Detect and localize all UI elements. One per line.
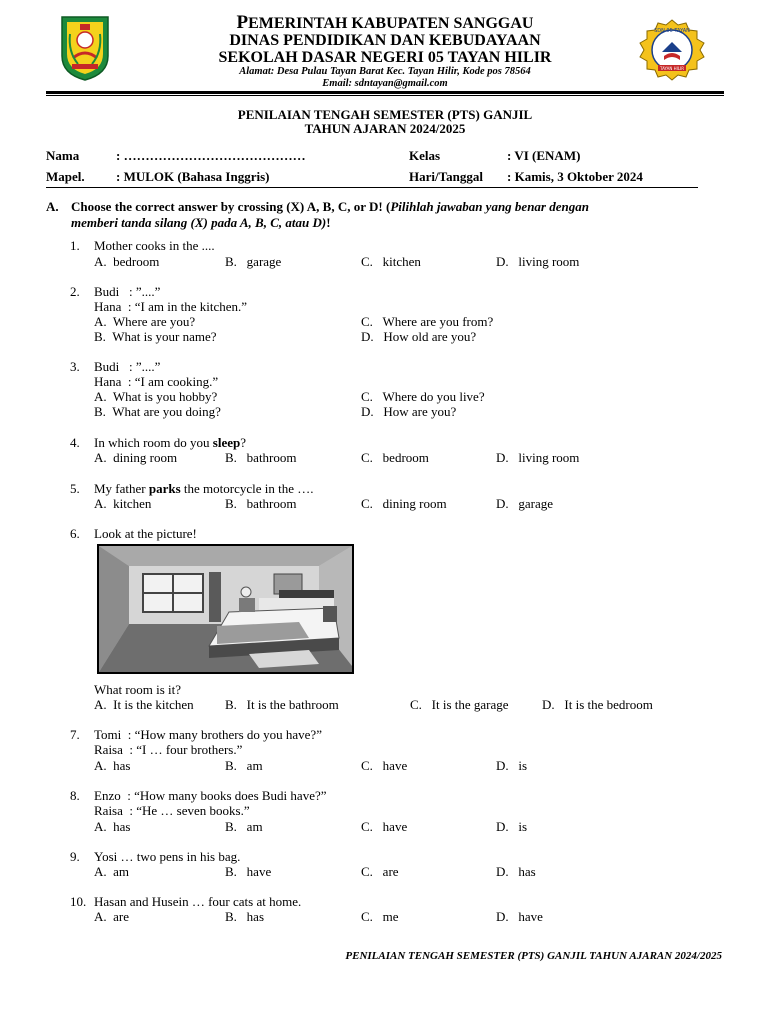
dialog-line-1: Tomi : “How many brothers do you have?” [94, 727, 322, 742]
bedroom-picture [97, 544, 354, 674]
option-b[interactable]: B. has [225, 909, 265, 924]
exam-title: PENILAIAN TENGAH SEMESTER (PTS) GANJIL [237, 107, 533, 122]
option-a[interactable]: A. has [94, 819, 131, 834]
hari-label: Hari/Tanggal [409, 169, 483, 184]
question-number: 7. [70, 727, 80, 742]
header-government: PEMERINTAH KABUPATEN SANGGAU [236, 12, 534, 33]
question-number: 5. [70, 481, 80, 496]
question-number: 6. [70, 526, 80, 541]
kelas-label: Kelas [409, 148, 441, 163]
question-number: 8. [70, 788, 80, 803]
school-logo-banner: TAYAN HILIR [659, 66, 685, 71]
nama-label: Nama [46, 148, 80, 163]
dialog-line-2: Raisa : “I … four brothers.” [94, 742, 243, 757]
question-number: 2. [70, 284, 80, 299]
question-stem: In which room do you sleep? [94, 435, 247, 450]
option-a[interactable]: A. kitchen [94, 496, 152, 511]
option-d[interactable]: D. living room [496, 254, 580, 269]
option-b[interactable]: B. bathroom [225, 496, 297, 511]
option-a[interactable]: A. dining room [94, 450, 178, 465]
nama-field[interactable]: : …………………………………… [116, 148, 306, 163]
question-number: 3. [70, 359, 80, 374]
option-c[interactable]: C. It is the garage [410, 697, 509, 712]
school-logo [632, 18, 712, 82]
option-c[interactable]: C. Where are you from? [361, 314, 494, 329]
question-stem: Look at the picture! [94, 526, 197, 541]
header-department: DINAS PENDIDIKAN DAN KEBUDAYAAN [229, 32, 541, 49]
option-c[interactable]: C. have [361, 758, 408, 773]
option-b[interactable]: B. What are you doing? [94, 404, 221, 419]
dialog-line-2: Raisa : “He … seven books.” [94, 803, 250, 818]
option-d[interactable]: D. has [496, 864, 536, 879]
option-b[interactable]: B. bathroom [225, 450, 297, 465]
question-number: 1. [70, 238, 80, 253]
option-a[interactable]: A. Where are you? [94, 314, 196, 329]
mapel-value: : MULOK (Bahasa Inggris) [116, 169, 270, 184]
question-stem: My father parks the motorcycle in the …. [94, 481, 314, 496]
dialog-line-1: Budi : ”....” [94, 359, 161, 374]
question-number: 9. [70, 849, 80, 864]
option-c[interactable]: C. kitchen [361, 254, 421, 269]
option-a[interactable]: A. What is you hobby? [94, 389, 218, 404]
option-c[interactable]: C. have [361, 819, 408, 834]
question-stem: Hasan and Husein … four cats at home. [94, 894, 302, 909]
header-address: Alamat: Desa Pulau Tayan Barat Kec. Tayan Hilir, Kode pos 78564 [239, 66, 531, 77]
school-logo-text: SDN 05 TAYAN [654, 28, 690, 34]
section-a-instruction: A. Choose the correct answer by crossing (X) A, B, C, or D! (Pilihlah jawaban yang benar dengan memberi tanda silang (X) pada A, B, C, atau D)! [46, 199, 589, 230]
header-rule-thin [46, 95, 724, 96]
option-b[interactable]: B. am [225, 819, 263, 834]
option-d[interactable]: D. have [496, 909, 543, 924]
picture-question: What room is it? [94, 682, 182, 697]
dialog-line-1: Enzo : “How many books does Budi have?” [94, 788, 327, 803]
option-b[interactable]: B. What is your name? [94, 329, 217, 344]
option-a[interactable]: A. am [94, 864, 130, 879]
option-d[interactable]: D. is [496, 758, 528, 773]
question-number: 10. [70, 894, 87, 909]
option-b[interactable]: B. am [225, 758, 263, 773]
exam-year: TAHUN AJARAN 2024/2025 [304, 121, 466, 136]
header-email: Email: sdntayan@gmail.com [322, 78, 448, 89]
option-d[interactable]: D. It is the bedroom [542, 697, 653, 712]
option-c[interactable]: C. bedroom [361, 450, 429, 465]
option-c[interactable]: C. Where do you live? [361, 389, 485, 404]
option-a[interactable]: A. It is the kitchen [94, 697, 194, 712]
kelas-value: : VI (ENAM) [507, 148, 581, 163]
option-d[interactable]: D. How old are you? [361, 329, 477, 344]
mapel-label: Mapel. [46, 169, 85, 184]
option-d[interactable]: D. How are you? [361, 404, 457, 419]
question-stem: Yosi … two pens in his bag. [94, 849, 241, 864]
option-a[interactable]: A. are [94, 909, 130, 924]
option-d[interactable]: D. is [496, 819, 528, 834]
option-c[interactable]: C. are [361, 864, 399, 879]
option-b[interactable]: B. It is the bathroom [225, 697, 339, 712]
option-a[interactable]: A. bedroom [94, 254, 160, 269]
hari-value: : Kamis, 3 Oktober 2024 [507, 169, 643, 184]
header-school-name: SEKOLAH DASAR NEGERI 05 TAYAN HILIR [218, 49, 552, 66]
dialog-line-2: Hana : “I am in the kitchen.” [94, 299, 248, 314]
option-d[interactable]: D. living room [496, 450, 580, 465]
question-number: 4. [70, 435, 80, 450]
option-a[interactable]: A. has [94, 758, 131, 773]
dialog-line-1: Budi : ”....” [94, 284, 161, 299]
option-b[interactable]: B. have [225, 864, 272, 879]
option-d[interactable]: D. garage [496, 496, 554, 511]
regency-logo [58, 14, 112, 82]
option-b[interactable]: B. garage [225, 254, 282, 269]
page-footer: PENILAIAN TENGAH SEMESTER (PTS) GANJIL TAHUN AJARAN 2024/2025 [345, 950, 722, 962]
header-rule-thick [46, 91, 724, 94]
question-stem: Mother cooks in the .... [94, 238, 215, 253]
dialog-line-2: Hana : “I am cooking.” [94, 374, 219, 389]
info-rule [46, 187, 698, 188]
option-c[interactable]: C. dining room [361, 496, 447, 511]
option-c[interactable]: C. me [361, 909, 399, 924]
